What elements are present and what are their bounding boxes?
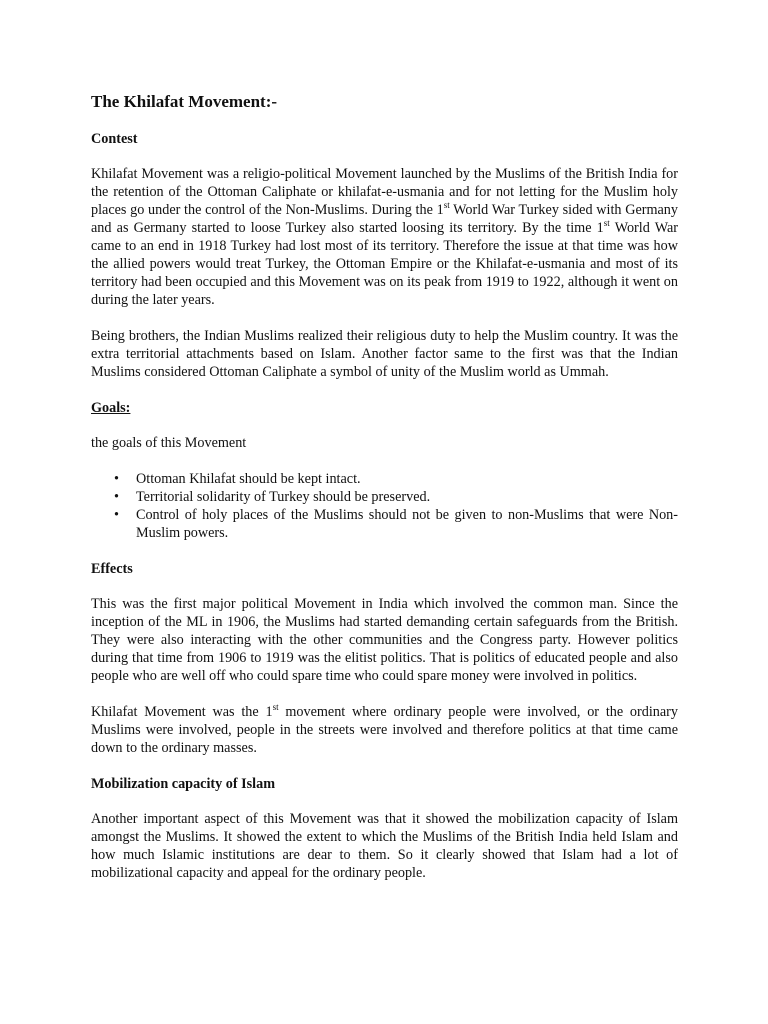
section-heading-goals: Goals: bbox=[91, 400, 131, 416]
text-run: movement where ordinary people were involved, or the ordinary Muslims were involved, people in the streets were involved and therefore politics at that time came down to the ordinary masses. bbox=[91, 704, 678, 756]
effects-paragraph-1: This was the first major political Movement in India which involved the common man. Since the inception of the ML in 1906, the Muslims had started demanding certain safeguards from the British. They were also interacting with the other communities and the Congress party. However politics during that time from 1906 to 1919 was the elitist politics. That is politics of educated people and also people who are well off who could spare time who could spare money were involved in politics. bbox=[91, 596, 678, 684]
superscript: st bbox=[603, 218, 610, 228]
list-item-text: Control of holy places of the Muslims should not be given to non-Muslims that were Non-Muslim powers. bbox=[136, 507, 678, 541]
text-run: World War came to an end in 1918 Turkey had lost most of its territory. Therefore the issue at that time was how the allied powers would treat Turkey, the Ottoman Empire or the Khilafat-e-usmania and most of its territory had been occupied and this Movement was on its peak from 1919 to 1922, although it went on during the later years. bbox=[91, 220, 678, 308]
superscript: st bbox=[443, 200, 450, 210]
effects-paragraph-2 bbox=[91, 703, 678, 757]
goals-list bbox=[91, 470, 678, 542]
superscript: st bbox=[272, 702, 279, 712]
text-run: Khilafat Movement was the 1 bbox=[91, 704, 273, 720]
list-item-text: Territorial solidarity of Turkey should be preserved. bbox=[136, 489, 431, 505]
mobilization-paragraph-1: Another important aspect of this Movement was that it showed the mobilization capacity of Islam amongst the Muslims. It showed the extent to which the Muslims of the British India held Islam and how much Islamic institutions are dear to them. So it clearly showed that Islam had a lot of mobilizational capacity and appeal for the ordinary people. bbox=[91, 811, 678, 881]
list-item bbox=[114, 506, 678, 542]
goals-intro: the goals of this Movement bbox=[91, 435, 247, 451]
bullet-icon: • bbox=[114, 507, 119, 523]
text-run: World War Turkey sided with Germany and as Germany started to loose Turkey also started loosing its territory. By the time 1 bbox=[91, 202, 678, 236]
list-item bbox=[114, 488, 678, 506]
section-heading-effects: Effects bbox=[91, 561, 133, 577]
contest-paragraph-1 bbox=[91, 165, 678, 309]
list-item-text: Ottoman Khilafat should be kept intact. bbox=[136, 471, 361, 487]
document-title: The Khilafat Movement:- bbox=[91, 92, 278, 111]
bullet-icon: • bbox=[114, 471, 119, 487]
list-item bbox=[114, 470, 678, 488]
bullet-icon: • bbox=[114, 489, 119, 505]
section-heading-mobilization: Mobilization capacity of Islam bbox=[91, 776, 276, 792]
section-heading-contest: Contest bbox=[91, 131, 138, 147]
text-run: Khilafat Movement was a religio-political Movement launched by the Muslims of the British India for the retention of the Ottoman Caliphate or khilafat-e-usmania and for not letting for the Muslim holy places go under the control of the Non-Muslims. During the 1 bbox=[91, 166, 678, 218]
contest-paragraph-2: Being brothers, the Indian Muslims realized their religious duty to help the Muslim country. It was the extra territorial attachments based on Islam. Another factor same to the first was that the Indian Muslims considered Ottoman Caliphate a symbol of unity of the Muslim world as Ummah. bbox=[91, 328, 678, 380]
